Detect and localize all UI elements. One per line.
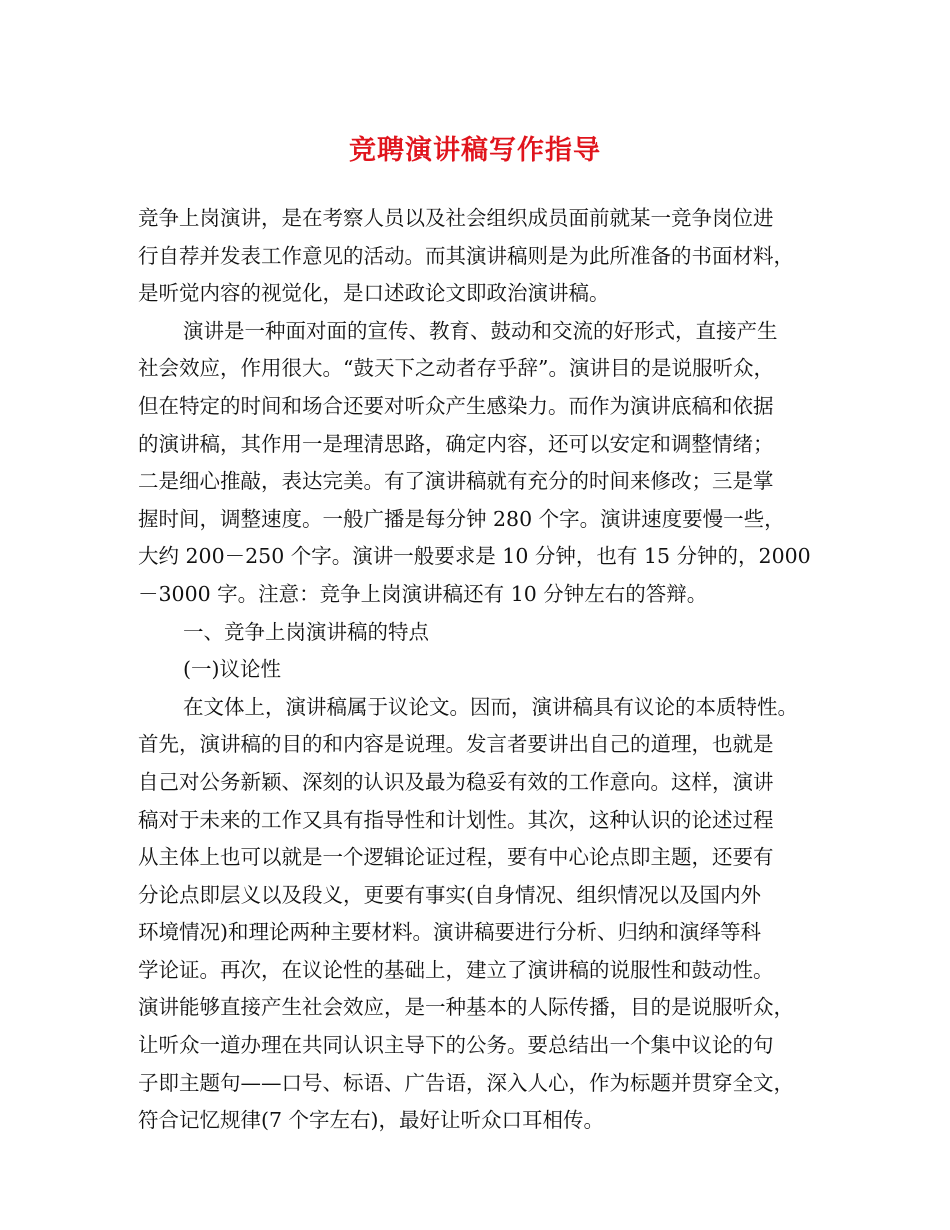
text-line: 子即主题句——口号、标语、广告语，深入人心，作为标题并贯穿全文， xyxy=(138,1070,794,1095)
text-line: 在文体上，演讲稿属于议论文。因而，演讲稿具有议论的本质特性。 xyxy=(183,694,798,719)
text-line: 但在特定的时间和场合还要对听众产生感染力。而作为演讲底稿和依据 xyxy=(138,393,774,418)
text-line: 环境情况)和理论两种主要材料。演讲稿要进行分析、归纳和演绎等科 xyxy=(138,920,761,945)
text-line: 演讲是一种面对面的宣传、教育、鼓动和交流的好形式，直接产生 xyxy=(183,318,778,343)
text-line: 演讲能够直接产生社会效应，是一种基本的人际传播，目的是说服听众， xyxy=(138,995,794,1020)
text-line: 大约 200－250 个字。演讲一般要求是 10 分钟，也有 15 分钟的，2000 xyxy=(138,544,811,569)
text-line: 从主体上也可以就是一个逻辑论证过程，要有中心论点即主题，还要有 xyxy=(138,845,774,870)
text-line: 首先，演讲稿的目的和内容是说理。发言者要讲出自己的道理，也就是 xyxy=(138,732,774,757)
text-line: 竞争上岗演讲，是在考察人员以及社会组织成员面前就某一竞争岗位进 xyxy=(138,206,774,230)
section-heading: 一、竞争上岗演讲稿的特点 xyxy=(183,619,429,644)
text-line: 握时间，调整速度。一般广播是每分钟 280 个字。演讲速度要慢一些， xyxy=(138,506,785,531)
text-line: 二是细心推敲，表达完美。有了演讲稿就有充分的时间来修改；三是掌 xyxy=(138,469,774,494)
text-line: 稿对于未来的工作又具有指导性和计划性。其次，这种认识的论述过程 xyxy=(138,807,774,832)
text-line: －3000 字。注意：竞争上岗演讲稿还有 10 分钟左右的答辩。 xyxy=(138,581,708,606)
document-body xyxy=(138,200,828,1140)
document-title: 竞聘演讲稿写作指导 xyxy=(349,135,601,166)
text-line: 自己对公务新颖、深刻的认识及最为稳妥有效的工作意向。这样，演讲 xyxy=(138,769,774,794)
text-line: 是听觉内容的视觉化，是口述政论文即政治演讲稿。 xyxy=(138,281,610,306)
subsection-heading: (一)议论性 xyxy=(183,657,281,682)
text-line: 的演讲稿，其作用一是理清思路，确定内容，还可以安定和调整情绪； xyxy=(138,431,774,456)
text-line: 符合记忆规律(7 个字左右)，最好让听众口耳相传。 xyxy=(138,1108,605,1133)
text-line: 学论证。再次，在议论性的基础上，建立了演讲稿的说服性和鼓动性。 xyxy=(138,957,774,982)
text-line: 行自荐并发表工作意见的活动。而其演讲稿则是为此所准备的书面材料， xyxy=(138,243,794,268)
text-line: 社会效应，作用很大。“鼓天下之动者存乎辞”。演讲目的是说服听众， xyxy=(138,356,774,381)
text-line: 分论点即层义以及段义，更要有事实(自身情况、组织情况以及国内外 xyxy=(138,882,761,907)
text-line: 让听众一道办理在共同认识主导下的公务。要总结出一个集中议论的句 xyxy=(138,1033,774,1058)
